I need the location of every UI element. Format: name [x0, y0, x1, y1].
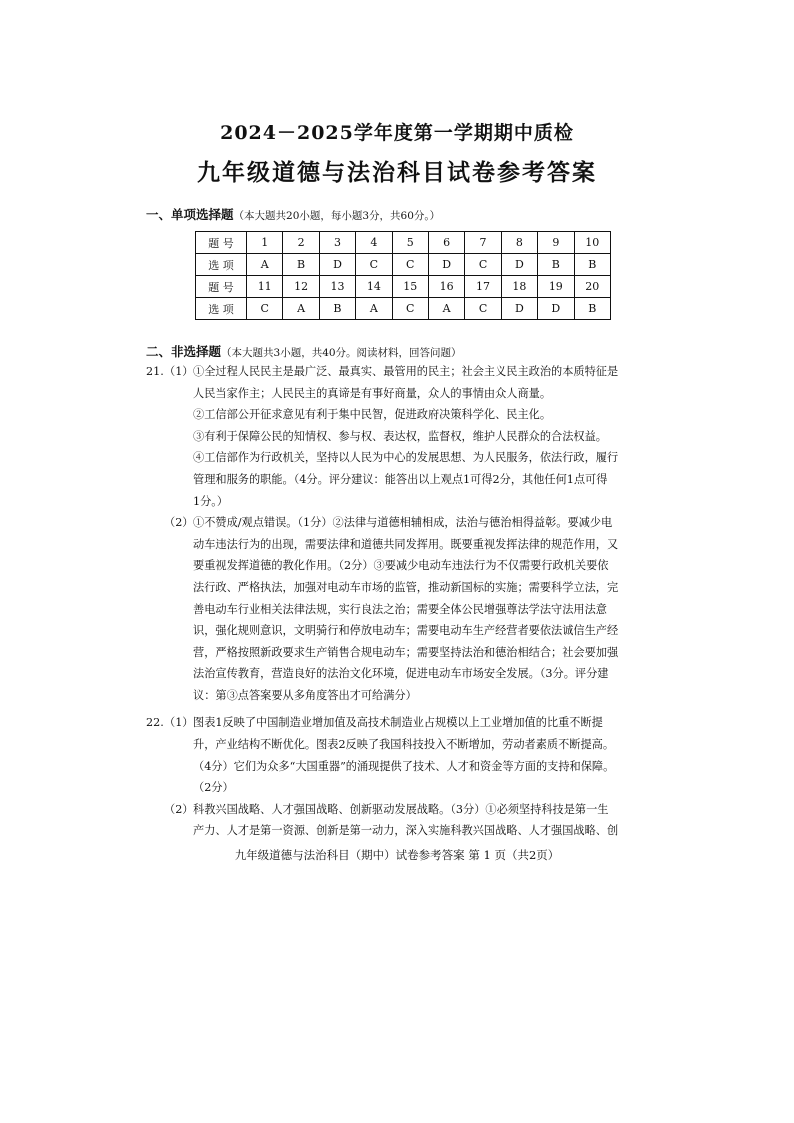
answer-line: 识，强化规则意识，文明骑行和停放电动车；需要电动车生产经营者要依法诚信生产经 [193, 624, 619, 637]
answer-line: 升，产业结构不断优化。图表2反映了我国科技投入不断增加，劳动者素质不断提高。 [193, 738, 615, 751]
question-number: 6 [428, 232, 464, 254]
answer-option: A [283, 298, 319, 320]
row-label-option: 选 项 [196, 254, 247, 276]
answer-line: 营，严格按照新政要求生产销售合规电动车；需要坚持法治和德治相结合；社会要加强 [193, 646, 619, 659]
answer-option: B [283, 254, 319, 276]
table-row [196, 254, 611, 276]
answer-option: D [538, 298, 574, 320]
exam-title: 2024－2025学年度第一学期期中质检 [220, 122, 574, 144]
question-number: 17 [465, 276, 501, 298]
answer-option: B [538, 254, 574, 276]
answer-option: C [392, 298, 428, 320]
answer-line: 动车违法行为的出现，需要法律和道德共同发挥用。既要重视发挥法律的规范作用，又 [193, 538, 619, 551]
answer-option: D [501, 298, 537, 320]
answer-option: A [247, 254, 283, 276]
page-footer: 九年级道德与法治科目（期中）试卷参考答案 第 1 页（共2页） [234, 848, 560, 862]
question-number: 16 [428, 276, 464, 298]
row-label-number: 题 号 [196, 232, 247, 254]
answer-line: 管理和服务的职能。（4分。评分建议：能答出以上观点1可得2分，其他任何1点可得 [193, 473, 608, 486]
answer-line: （4分）它们为众多“大国重器”的涌现提供了技术、人才和资金等方面的支持和保障。 [193, 760, 615, 773]
answer-option: B [574, 298, 610, 320]
answer-option: B [319, 298, 355, 320]
answer-option: C [356, 254, 392, 276]
question-number: 19 [538, 276, 574, 298]
section1-note: （本大题共20小题，每小题3分，共60分。） [233, 210, 441, 222]
question-number: 7 [465, 232, 501, 254]
answer-line: 图表1反映了中国制造业增加值及高技术制造业占规模以上工业增加值的比重不断提 [193, 716, 603, 729]
answer-line: 1分。） [193, 495, 229, 508]
row-label-number: 题 号 [196, 276, 247, 298]
table-row [196, 276, 611, 298]
section2-title: 二、非选择题 [146, 344, 222, 359]
question-number: 14 [356, 276, 392, 298]
q21-part2-label: （2） [164, 516, 194, 529]
answer-option: B [574, 254, 610, 276]
question-number: 13 [319, 276, 355, 298]
q22-part1-label: （1） [164, 716, 194, 729]
answer-line: 要重视发挥道德的教化作用。（2分）③要减少电动车违法行为不仅需要行政机关要依 [193, 559, 609, 572]
answer-option: C [465, 254, 501, 276]
answer-line: （2分） [193, 781, 234, 794]
question-number: 2 [283, 232, 319, 254]
answer-option: C [392, 254, 428, 276]
q22-part2-label: （2） [164, 803, 194, 816]
answer-key-table [195, 231, 611, 320]
answer-line: ①全过程人民民主是最广泛、最真实、最管用的民主；社会主义民主政治的本质特征是 [193, 365, 619, 378]
question-number: 20 [574, 276, 610, 298]
answer-option: C [247, 298, 283, 320]
row-label-option: 选 项 [196, 298, 247, 320]
answer-option: C [465, 298, 501, 320]
answer-option: D [501, 254, 537, 276]
question-number: 1 [247, 232, 283, 254]
question-number: 18 [501, 276, 537, 298]
document-title: 九年级道德与法治科目试卷参考答案 [197, 159, 597, 186]
answer-option: A [428, 298, 464, 320]
table-row [196, 232, 611, 254]
question-number: 15 [392, 276, 428, 298]
section1-title: 一、单项选择题 [146, 207, 234, 222]
section2-heading [146, 342, 462, 360]
answer-option: D [428, 254, 464, 276]
answer-line: 法行政、严格执法，加强对电动车市场的监管，推动新国标的实施；需要科学立法，完 [193, 581, 619, 594]
question-number: 8 [501, 232, 537, 254]
answer-line: 法治宣传教育，营造良好的法治文化环境，促进电动车市场安全发展。（3分。评分建 [193, 667, 609, 680]
answer-line: ②工信部公开征求意见有利于集中民智，促进政府决策科学化、民主化。 [193, 408, 552, 421]
answer-line: 产力、人才是第一资源、创新是第一动力，深入实施科教兴国战略、人才强国战略、创 [193, 824, 619, 837]
answer-line: 科教兴国战略、人才强国战略、创新驱动发展战略。（3分）①必须坚持科技是第一生 [193, 803, 609, 816]
answer-option: D [319, 254, 355, 276]
answer-line: ④工信部作为行政机关，坚持以人民为中心的发展思想、为人民服务，依法行政，履行 [193, 451, 619, 464]
question-number-21: 21. [146, 365, 164, 378]
question-number: 9 [538, 232, 574, 254]
answer-line: 议：第③点答案要从多角度答出才可给满分） [193, 689, 417, 702]
question-number: 11 [247, 276, 283, 298]
answer-line: ①不赞成/观点错误。（1分）②法律与道德相辅相成，法治与德治相得益彰。要减少电 [193, 516, 613, 529]
question-number: 4 [356, 232, 392, 254]
answer-option: A [356, 298, 392, 320]
question-number: 10 [574, 232, 610, 254]
q21-part1-label: （1） [164, 365, 194, 378]
answer-line: 人民当家作主；人民民主的真谛是有事好商量，众人的事情由众人商量。 [193, 387, 552, 400]
table-row [196, 298, 611, 320]
answer-line: ③有利于保障公民的知情权、参与权、表达权，监督权，维护人民群众的合法权益。 [193, 430, 607, 443]
question-number: 5 [392, 232, 428, 254]
question-number: 3 [319, 232, 355, 254]
section1-heading [146, 205, 440, 223]
answer-line: 善电动车行业相关法律法规，实行良法之治；需要全体公民增强尊法学法守法用法意 [193, 603, 607, 616]
question-number-22: 22. [146, 716, 164, 729]
section2-note: （本大题共3小题，共40分。阅读材料，回答问题） [221, 347, 462, 359]
question-number: 12 [283, 276, 319, 298]
